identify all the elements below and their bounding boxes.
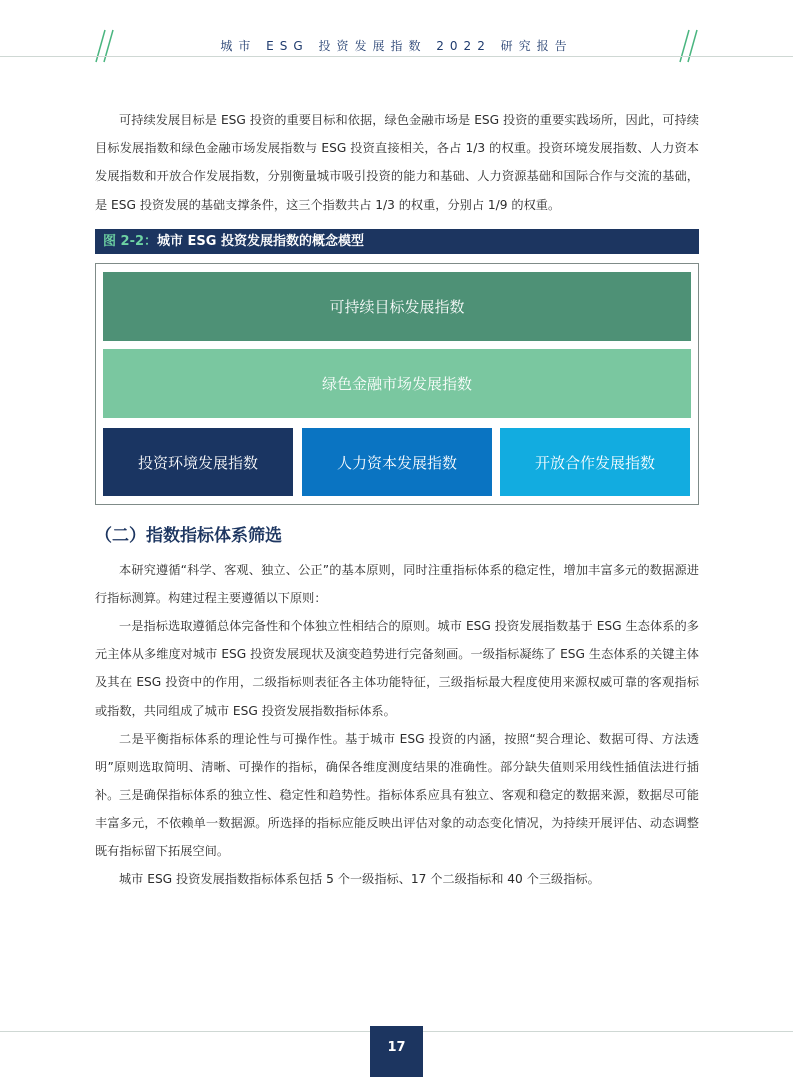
- section-paragraph-principle-one: 一是指标选取遵循总体完备性和个体独立性相结合的原则。城市 ESG 投资发展指数基于 ESG 生态体系的多元主体从多维度对城市 ESG 投资发展现状及演变趋势进行完备刻画。一级指标凝练了 ESG 生态体系的关键主体及其在 ESG 投资中的作用，二级指标则表征各主体功能特征，三级指标最大程度使用来源权威可靠的客观指标或指数，共同组成了城市 ESG 投资发展指数指标体系。: [95, 619, 699, 718]
- header-slash-decoration-right: [678, 28, 700, 64]
- concept-model-diagram: [95, 263, 699, 505]
- investment-environment-index-block: 投资环境发展指数: [103, 428, 293, 496]
- running-header-title: 城市 ESG 投资发展指数 2022 研究报告: [220, 39, 573, 53]
- green-finance-index-block: 绿色金融市场发展指数: [103, 349, 691, 418]
- sdg-index-block: 可持续目标发展指数: [103, 272, 691, 341]
- section-paragraph-indicator-summary: 城市 ESG 投资发展指数指标体系包括 5 个一级指标、17 个二级指标和 40 个三级指标。: [119, 872, 600, 886]
- figure-number: 图 2-2：: [103, 234, 158, 249]
- intro-paragraph: 可持续发展目标是 ESG 投资的重要目标和依据，绿色金融市场是 ESG 投资的重要实践场所，因此，可持续目标发展指数和绿色金融市场发展指数与 ESG 投资直接相关，各占 1/3 的权重。投资环境发展指数、人力资本发展指数和开放合作发展指数，分别衡量城市吸引投资的能力和基础、人力资源基础和国际合作与交流的基础，是 ESG 投资发展的基础支撑条件，这三个指数共占 1/3 的权重，分别占 1/9 的权重。: [95, 113, 699, 212]
- section-paragraph-principle-three: 三是确保指标体系的独立性、稳定性和趋势性。指标体系应具有独立、客观和稳定的数据来源，数据尽可能丰富多元，不依赖单一数据源。所选择的指标应能反映出评估对象的动态变化情况，为持续开展评估、动态调整既有指标留下拓展空间。: [95, 788, 699, 859]
- open-cooperation-index-block: 开放合作发展指数: [500, 428, 690, 496]
- section-heading: （二）指数指标体系筛选: [95, 526, 282, 546]
- figure-caption: [95, 229, 699, 254]
- human-capital-index-block: 人力资本发展指数: [302, 428, 492, 496]
- section-paragraph-principle-two: 二是平衡指标体系的理论性与可操作性。基于城市 ESG 投资的内涵，按照“契合理论、数据可得、方法透明”原则选取简明、清晰、可操作的指标，确保各维度测度结果的准确性。部分缺失值则采用线性插值法进行插补。: [95, 732, 699, 803]
- section-paragraph-principles-intro: 本研究遵循“科学、客观、独立、公正”的基本原则，同时注重指标体系的稳定性，增加丰富多元的数据源进行指标测算。构建过程主要遵循以下原则：: [95, 563, 699, 606]
- header-rule: [0, 56, 793, 57]
- page-number: 17: [370, 1026, 423, 1077]
- figure-title: 城市 ESG 投资发展指数的概念模型: [157, 234, 364, 249]
